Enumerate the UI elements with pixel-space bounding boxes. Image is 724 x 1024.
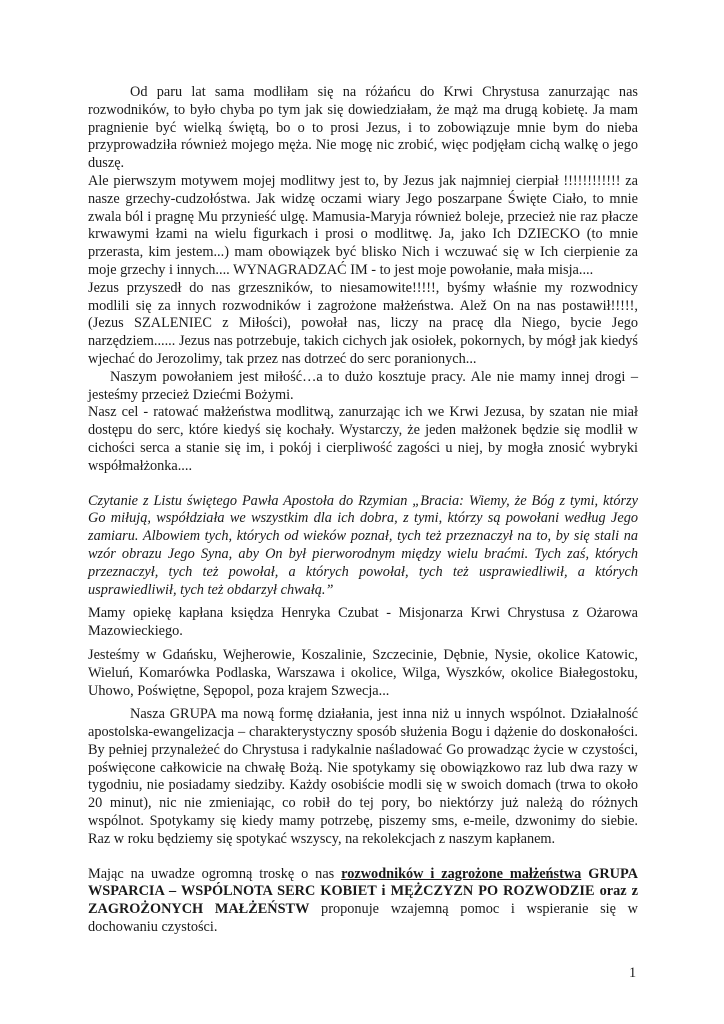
document-page	[88, 84, 638, 937]
support-text-emphasis: rozwodników i zagrożone małżeństwa	[341, 865, 582, 882]
paragraph-goal: Nasz cel - ratować małżeństwa modlitwą, zanurzając ich we Krwi Jezusa, by szatan nie miał dostępu do serc, które kiedyś się kochały. Wystarczy, że jeden małżonek będzie się modlił w cichości serca a stanie się im, i pokój i cierpliwość zagości u niej, by mogła znosić wybryki współmałżonka....	[88, 404, 638, 474]
paragraph-vocation: Naszym powołaniem jest miłość…a to dużo kosztuje pracy. Ale nie mamy innej drogi – jesteśmy przecież Dziećmi Bożymi.	[88, 368, 638, 403]
paragraph-group-activity: Nasza GRUPA ma nową formę działania, jest inna niż u innych wspólnot. Działalność apostolska-ewangelizacja – charakterystyczny sposób służenia Bogu i dążenie do doskonałości. By pełniej przynależeć do Chrystusa i radykalnie naśladować Go prowadząc życie w czystości, poświęcone całkowicie na chwałę Bożą. Nie spotykamy się obowiązkowo raz lub dwa razy w tygodniu, nie posiadamy siedziby. Każdy osobiście modli się w swoich domach (trwa to około 20 minut), nic nie zmieniając, co robił do tej pory, bo niektórzy już należą do różnych wspólnot. Spotykamy się kiedy mamy potrzebę, piszemy sms, e-meile, dzwonimy do siebie. Raz w roku będziemy się spotykać wszyscy, na rekolekcjach z naszym kapłanem.	[88, 706, 638, 847]
paragraph-scripture-reading: Czytanie z Listu świętego Pawła Apostoła do Rzymian „Bracia: Wiemy, że Bóg z tymi, którzy Go miłują, współdziała we wszystkim dla ich dobra, z tymi, którzy są powołani według Jego zamiaru. Albowiem tych, których od wieków poznał, tych też przeznaczył na to, by się stali na wzór obrazu Jego Syna, aby On był pierworodnym między wielu braćmi. Tych zaś, których przeznaczył, tych też powołał, a których powołał, tych też usprawiedliwił, a których usprawiedliwił, tych też obdarzył chwałą.”	[88, 492, 638, 598]
paragraph-jesus-came: Jezus przyszedł do nas grzeszników, to niesamowite!!!!!, byśmy właśnie my rozwodnicy modlili się za innych rozwodników i zagrożone małżeństwa. Alež On na nas postawił!!!!!, (Jezus SZALENIEC z Miłości), powołał nas, liczy na pracę dla Niego, bycie Jego narzędziem...... Jezus nas potrzebuje, takich cichych jak osiołek, pokornych, by mógł jak kiedyś wjechać do Jerozolimy, tak przez nas dotrzeć do serc poranionych...	[88, 279, 638, 367]
page-number: 1	[629, 965, 637, 981]
paragraph-support-group	[88, 866, 638, 937]
paragraph-motive: Ale pierwszym motywem mojej modlitwy jest to, by Jezus jak najmniej cierpiał !!!!!!!!!!!! za nasze grzechy-cudzołóstwa. Jak widzę oczami wiary Jego poszarpane Święte Ciało, to mnie zwala ból i pragnę Mu przynieść ulgę. Mamusia-Maryja również boleje, przecież nie raz płacze krwawymi łzami na wielu figurkach i prosi o modlitwę. Ja, jako Ich DZIECKO (to mnie przerasta, kim jestem...) mam obowiązek być blisko Nich i wczuwać się w Ich cierpienie za moje grzechy i innych.... WYNAGRADZAĆ IM - to jest moje powołanie, mała misja....	[88, 172, 638, 278]
support-text-start: Mając na uwadze ogromną troskę o nas	[88, 865, 342, 882]
support-group-name: GRUPA WSPARCIA – WSPÓLNOTA SERC KOBIET i MĘŻCZYZN PO ROZWODZIE oraz z ZAGROŻONYCH MAŁŻEŃSTW	[88, 865, 638, 918]
paragraph-locations: Jesteśmy w Gdańsku, Wejherowie, Koszalinie, Szczecinie, Dębnie, Nysie, okolice Katowic, Wieluń, Komarówka Podlaska, Warszawa i okolice, Wilga, Wyszków, okolice Białegostoku, Uhowo, Poświętne, Sępopol, poza krajem Szwecja...	[88, 646, 638, 699]
support-text-end: proponuje wzajemną pomoc i wspieranie się w dochowaniu czystości.	[88, 901, 638, 936]
paragraph-priest-care: Mamy opiekę kapłana księdza Henryka Czubat - Misjonarza Krwi Chrystusa z Ożarowa Mazowieckiego.	[88, 605, 638, 640]
paragraph-intro: Od paru lat sama modliłam się na różańcu do Krwi Chrystusa zanurzając nas rozwodników, to było chyba po tym jak się dowiedziałam, że mąż ma drugą kobietę. Ja mam pragnienie być wielką świętą, bo o to prosi Jezus, i to zobowiązuje mnie bym do nieba przyprowadziła również mojego męża. Nie mogę nic zrobić, więc podjęłam cichą walkę o jego duszę.	[88, 84, 638, 172]
